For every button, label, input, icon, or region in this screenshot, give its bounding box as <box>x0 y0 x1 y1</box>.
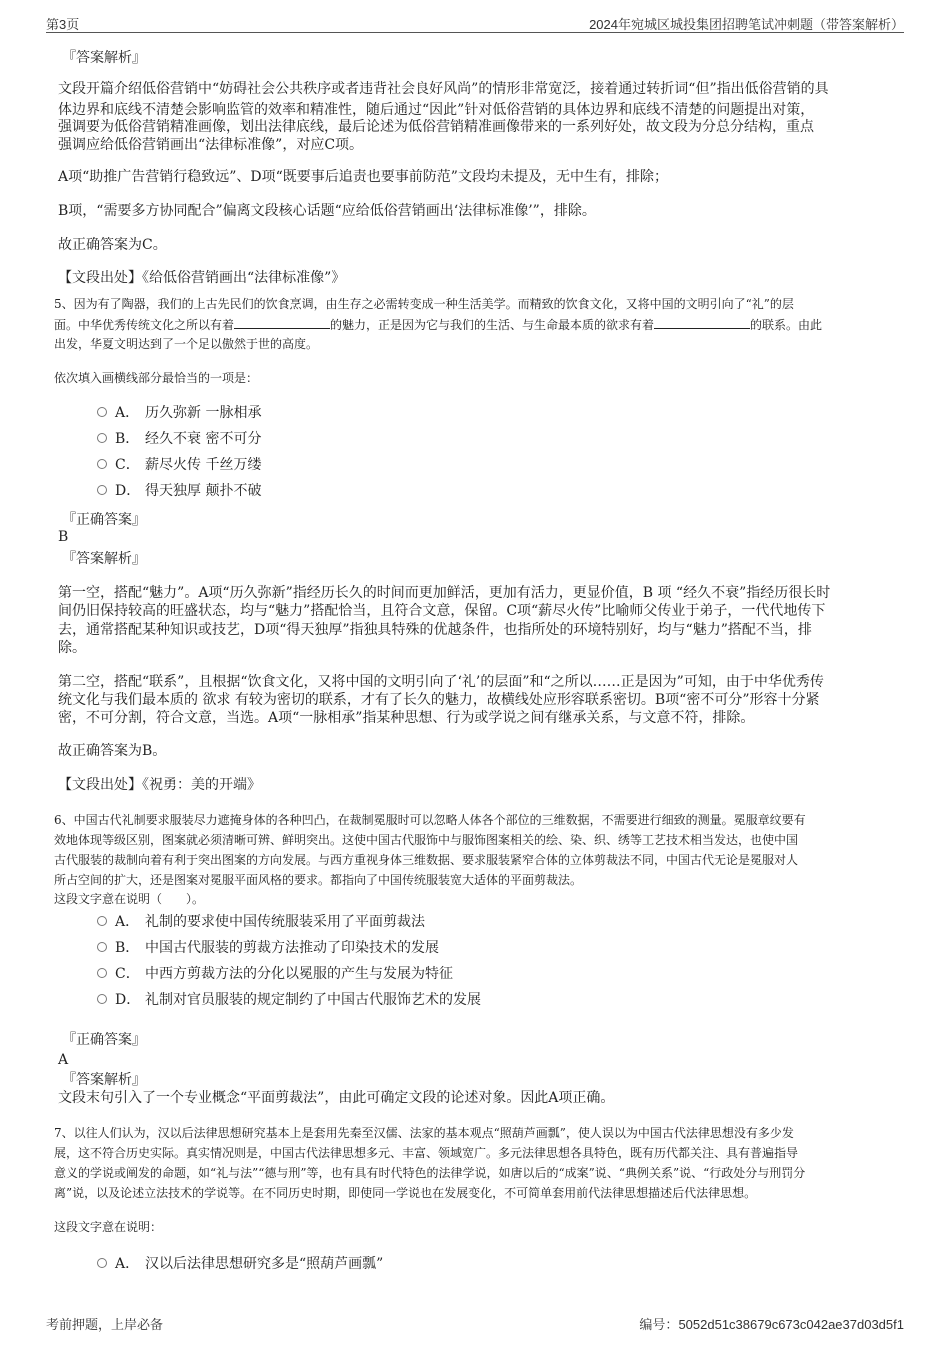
blank-2 <box>654 314 750 329</box>
q5-stem-fragment: 的联系。由此 <box>750 318 823 332</box>
page-footer <box>46 1314 904 1334</box>
q4-analysis-label: 『答案解析』 <box>62 50 146 66</box>
radio-button-icon[interactable] <box>97 1258 107 1268</box>
q6-analysis-label: 『答案解析』 <box>62 1072 146 1088</box>
q4-analysis-line: 强调要为低俗营销精准画像，划出法律底线，最后论述为低俗营销精准画像带来的一系列好处，故文段为分总分结构，重点 <box>58 119 814 135</box>
page-number: 第3页 <box>46 17 80 32</box>
radio-button-icon[interactable] <box>97 916 107 926</box>
q7-stem-line: 意义的学说或阐发的命题，如“礼与法”“德与刑”等，也有具有时代特色的法律学说，如唐以后的“成案”说、“典例关系”说、“行政处分与刑罚分 <box>54 1166 806 1180</box>
q4-analysis-line: 文段开篇介绍低俗营销中“妨碍社会公共秩序或者违背社会良好风尚”的情形非常宽泛，接着通过转折词“但”指出低俗营销的具 <box>58 81 829 97</box>
q5-stem-fragment: 面。中华优秀传统文化之所以有着 <box>54 318 235 332</box>
radio-button-icon[interactable] <box>97 942 107 952</box>
q5-answer: B <box>58 529 69 545</box>
q5-prompt: 依次填入画横线部分最恰当的一项是： <box>54 371 259 385</box>
q5-option-a[interactable]: A． 历久弥新 一脉相承 <box>97 402 261 424</box>
q4-option-ad-note: A项“助推广告营销行稳致远”、D项“既要事后追责也要事前防范”文段均未提及，无中生有，排除； <box>58 169 668 185</box>
q5-analysis-line: 第一空，搭配“魅力”。A项“历久弥新”指经历长久的时间而更加鲜活，更加有活力，更显价值，B 项 “经久不衰”指经历很长时 <box>58 585 831 601</box>
q4-answer-line: 故正确答案为C。 <box>58 237 167 253</box>
q6-prompt: 这段文字意在说明（ ）。 <box>54 892 205 906</box>
document-title: 2024年宛城区城投集团招聘笔试冲刺题（带答案解析） <box>589 17 904 32</box>
q5-source-line: 【文段出处】《祝勇：美的开端》 <box>58 777 261 793</box>
radio-button-icon[interactable] <box>97 433 107 443</box>
q7-option-a[interactable]: A． 汉以后法律思想研究多是“照葫芦画瓢” <box>97 1253 383 1275</box>
q7-stem-line: 7、以往人们认为，汉以后法律思想研究基本上是套用先秦至汉儒、法家的基本观点“照葫芦画瓢”，使人误以为中国古代法律思想没有多少发 <box>54 1126 794 1140</box>
q5-analysis-line: 统文化与我们最本质的 欲求 有较为密切的联系，才有了长久的魅力，故横线处应形容联系密切。B项“密不可分”形容十分紧 <box>58 692 820 708</box>
q6-stem-line: 所占空间的扩大，还是图案对冕服平面风格的要求。都指向了中国传统服装宽大适体的平面剪裁法。 <box>54 873 583 887</box>
q5-stem-line-with-blanks <box>54 314 822 336</box>
q5-analysis-line: 间仍旧保持较高的旺盛状态，均与“魅力”搭配恰当，且符合文意，保留。C项“薪尽火传”比喻师父传业于弟子，一代代地传下 <box>58 603 826 619</box>
q5-option-b[interactable]: B． 经久不衰 密不可分 <box>97 428 261 450</box>
page-header <box>46 12 904 33</box>
q5-analysis-line: 第二空，搭配“联系”，且根据“饮食文化，又将中国的文明引向了‘礼’的层面”和“之所以……正是因为”可知，由于中华优秀传 <box>58 674 824 690</box>
radio-button-icon[interactable] <box>97 968 107 978</box>
q6-option-b[interactable]: B． 中国古代服装的剪裁方法推动了印染技术的发展 <box>97 937 439 959</box>
q5-stem-line: 5、因为有了陶器，我们的上古先民们的饮食烹调，由生存之必需转变成一种生活美学。而精致的饮食文化，又将中国的文明引向了“礼”的层 <box>54 297 794 311</box>
q5-analysis-line: 去，通常搭配某种知识或技艺，D项“得天独厚”指独具特殊的优越条件，也指所处的环境特别好，均与“魅力”搭配不当，排 <box>58 622 812 638</box>
radio-button-icon[interactable] <box>97 459 107 469</box>
q5-option-c[interactable]: C． 薪尽火传 千丝万缕 <box>97 454 261 476</box>
q4-option-b-note: B项，“需要多方协同配合”偏离文段核心话题“应给低俗营销画出‘法律标准像’”，排除。 <box>58 203 596 219</box>
q7-stem-line: 展，这不符合历史实际。真实情况则是，中国古代法律思想多元、丰富、领域宽广。多元法律思想各具特色，既有历代都关注、具有普遍指导 <box>54 1146 799 1160</box>
radio-button-icon[interactable] <box>97 407 107 417</box>
q6-option-c[interactable]: C． 中西方剪裁方法的分化以冕服的产生与发展为特征 <box>97 963 453 985</box>
q5-option-d[interactable]: D． 得天独厚 颠扑不破 <box>97 480 261 502</box>
q6-option-d[interactable]: D． 礼制对官员服装的规定制约了中国古代服饰艺术的发展 <box>97 989 481 1011</box>
q7-stem-line: 离”说，以及论述立法技术的学说等。在不同历史时期，即使同一学说也在发展变化，不可简单套用前代法律思想描述后代法律思想。 <box>54 1186 757 1200</box>
q5-answer-line: 故正确答案为B。 <box>58 743 167 759</box>
q4-source-line: 【文段出处】《给低俗营销画出“法律标准像”》 <box>58 270 346 286</box>
q6-answer-label: 『正确答案』 <box>62 1032 146 1048</box>
q5-analysis-line: 除。 <box>58 640 86 656</box>
radio-button-icon[interactable] <box>97 994 107 1004</box>
q5-stem-line: 出发，华夏文明达到了一个足以傲然于世的高度。 <box>54 337 319 351</box>
q4-analysis-line: 体边界和底线不清楚会影响监管的效率和精准性，随后通过“因此”针对低俗营销的具体边界和底线不清楚的问题提出对策， <box>58 102 815 118</box>
blank-1 <box>234 314 330 329</box>
q6-answer: A <box>58 1052 69 1068</box>
q6-stem-line: 效地体现等级区别，图案就必须清晰可辨、鲜明突出。这使中国古代服饰中与服饰图案相关的绘、染、织、绣等工艺技术相当发达，也使中国 <box>54 833 799 847</box>
radio-button-icon[interactable] <box>97 485 107 495</box>
q5-stem-fragment: 的魅力，正是因为它与我们的生活、与生命最本质的欲求有着 <box>330 318 655 332</box>
q6-option-a[interactable]: A． 礼制的要求使中国传统服装采用了平面剪裁法 <box>97 911 425 933</box>
q5-analysis-label: 『答案解析』 <box>62 551 146 567</box>
document-code: 编号：5052d51c38679c673c042ae37d03d5f1 <box>639 1317 904 1333</box>
q6-analysis-line: 文段末句引入了一个专业概念“平面剪裁法”，由此可确定文段的论述对象。因此A项正确。 <box>58 1090 615 1106</box>
q7-prompt: 这段文字意在说明： <box>54 1220 163 1234</box>
q6-stem-line: 6、中国古代礼制要求服装尽力遮掩身体的各种凹凸，在裁制冕服时可以忽略人体各个部位的三维数据，不需要进行细致的测量。冕服章纹要有 <box>54 813 806 827</box>
q4-analysis-line: 强调应给低俗营销画出“法律标准像”，对应C项。 <box>58 137 364 153</box>
q5-answer-label: 『正确答案』 <box>62 512 146 528</box>
q5-analysis-line: 密，不可分割，符合文意，当选。A项“一脉相承”指某种思想、行为或学说之间有继承关系，与文意不符，排除。 <box>58 710 755 726</box>
footer-slogan: 考前押题，上岸必备 <box>46 1318 164 1333</box>
q6-stem-line: 古代服装的裁制向着有利于突出图案的方向发展。与西方重视身体三维数据、要求服装紧窄合体的立体剪裁法不同，中国古代无论是冕服对人 <box>54 853 799 867</box>
